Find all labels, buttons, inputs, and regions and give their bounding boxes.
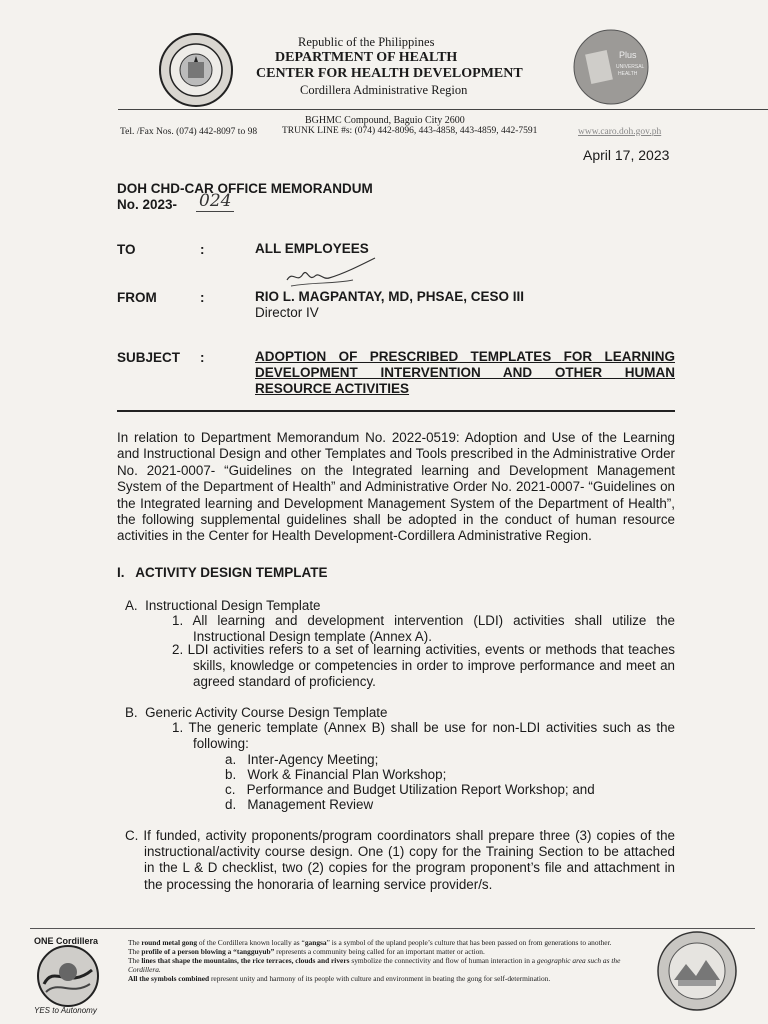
footer-text — [128, 938, 648, 983]
header-website[interactable]: www.caro.doh.gov.ph — [578, 127, 662, 137]
to-label: TO — [117, 242, 136, 257]
uhc-plus-logo — [572, 28, 650, 106]
doh-seal-logo — [158, 32, 234, 108]
subject-label: SUBJECT — [117, 350, 181, 365]
header-department: DEPARTMENT OF HEALTH — [275, 50, 458, 65]
left-logo-bottom-text: YES to Autonomy — [34, 1006, 97, 1015]
subsection-b-item-1b: b. Work & Financial Plan Workshop; — [225, 767, 447, 782]
header-region: Cordillera Administrative Region — [300, 83, 468, 97]
from-position: Director IV — [255, 305, 319, 320]
subsection-c-paragraph: C. If funded, activity proponents/program coordinators shall prepare three (3) copies of the instructional/activity course design. One (1) copy for the Training Section to be attached in the L & D checklist, two (2) copies for the program proponent’s file and attachment in the processing the honoraria of learning service provider/s. — [125, 828, 675, 892]
from-colon: : — [200, 290, 205, 305]
one-cordillera-logo — [28, 934, 108, 1014]
subsection-a-item-1: 1. All learning and development intervention (LDI) activities shall utilize the Instructional Design template (Annex A). — [172, 613, 675, 645]
subsection-b-title: B. Generic Activity Course Design Template — [125, 705, 388, 720]
subsection-b-item-1d: d. Management Review — [225, 797, 374, 812]
subject-divider — [117, 410, 675, 412]
subsection-a-item-2: 2. LDI activities refers to a set of learning activities, events or methods that teaches skills, knowledge or competencies in order to improve performance and meet an agreed standard of proficiency. — [172, 642, 675, 690]
subsection-b-item-1a: a. Inter-Agency Meeting; — [225, 752, 379, 767]
subsection-a-title: A. Instructional Design Template — [125, 598, 321, 613]
footer-line-mountains: The lines that shape the mountains, the rice terraces, clouds and rivers symbolize the connectivity and flow of human interaction in a geographic area such as the Cordillera. — [128, 956, 621, 974]
subsection-b-item-1c: c. Performance and Budget Utilization Report Workshop; and — [225, 782, 595, 797]
from-label: FROM — [117, 290, 157, 305]
intro-paragraph: In relation to Department Memorandum No. 2022-0519: Adoption and Use of the Learning and Instructional Design and other Templates and Tools prescribed in the Administrative Order No. 2021-0007- “Guidelines on the Integrated learning and Development Management System of the Department of Health” and Administrative Order No. 2021-0007- “Guidelines on the Integrated learning and Development Management System of the Department of Health”, the following supplemental guidelines shall be adopted in the conduct of human resource activities in the Center for Health Development-Cordillera Administrative Region. — [117, 430, 675, 544]
left-logo-top-text: ONE Cordillera — [34, 936, 99, 946]
svg-text:Plus: Plus — [619, 50, 637, 60]
svg-text:HEALTH: HEALTH — [618, 71, 638, 77]
subsection-b-item-1: 1. The generic template (Annex B) shall be use for non-LDI activities such as the following: — [172, 720, 675, 752]
header-divider — [118, 109, 768, 110]
memo-number-handwritten: 024 — [196, 191, 234, 212]
to-colon: : — [200, 242, 205, 257]
footer-divider — [30, 928, 755, 929]
subject-line-1: ADOPTION OF PRESCRIBED TEMPLATES FOR LEARNING — [255, 349, 675, 364]
footer-line-symbols: All the symbols combined represent unity and harmony of its people with culture and environment in beating the gong for self-determination. — [128, 974, 551, 983]
doh-car-seal — [656, 930, 738, 1012]
director-signature — [283, 256, 383, 290]
memo-date: April 17, 2023 — [583, 147, 670, 163]
footer-line-tangguyub: The profile of a person blowing a “tangguyub” represents a community being called for an important matter or action. — [128, 947, 485, 956]
header-compound: BGHMC Compound, Baguio City 2600 — [305, 115, 465, 126]
header-trunk-line: TRUNK LINE #s: (074) 442-8096, 443-4858, 443-4859, 442-7591 — [282, 126, 538, 136]
memo-title: DOH CHD-CAR OFFICE MEMORANDUM — [117, 181, 373, 196]
section-1-heading: I. ACTIVITY DESIGN TEMPLATE — [117, 565, 328, 580]
header-republic: Republic of the Philippines — [298, 35, 435, 49]
to-value: ALL EMPLOYEES — [255, 241, 369, 256]
subject-colon: : — [200, 350, 205, 365]
subject-line-2: DEVELOPMENT INTERVENTION AND OTHER HUMAN — [255, 365, 675, 380]
from-name: RIO L. MAGPANTAY, MD, PHSAE, CESO III — [255, 289, 525, 304]
header-center: CENTER FOR HEALTH DEVELOPMENT — [256, 66, 523, 81]
svg-text:UNIVERSAL: UNIVERSAL — [616, 64, 645, 70]
subject-line-3: RESOURCE ACTIVITIES — [255, 381, 410, 396]
footer-line-gong: The round metal gong of the Cordillera known locally as “gangsa” is a symbol of the upland people’s culture that has been passed on from generations to another. — [128, 938, 612, 947]
memo-number-prefix: No. 2023- — [117, 197, 178, 212]
header-telfax: Tel. /Fax Nos. (074) 442-8097 to 98 — [120, 127, 258, 137]
